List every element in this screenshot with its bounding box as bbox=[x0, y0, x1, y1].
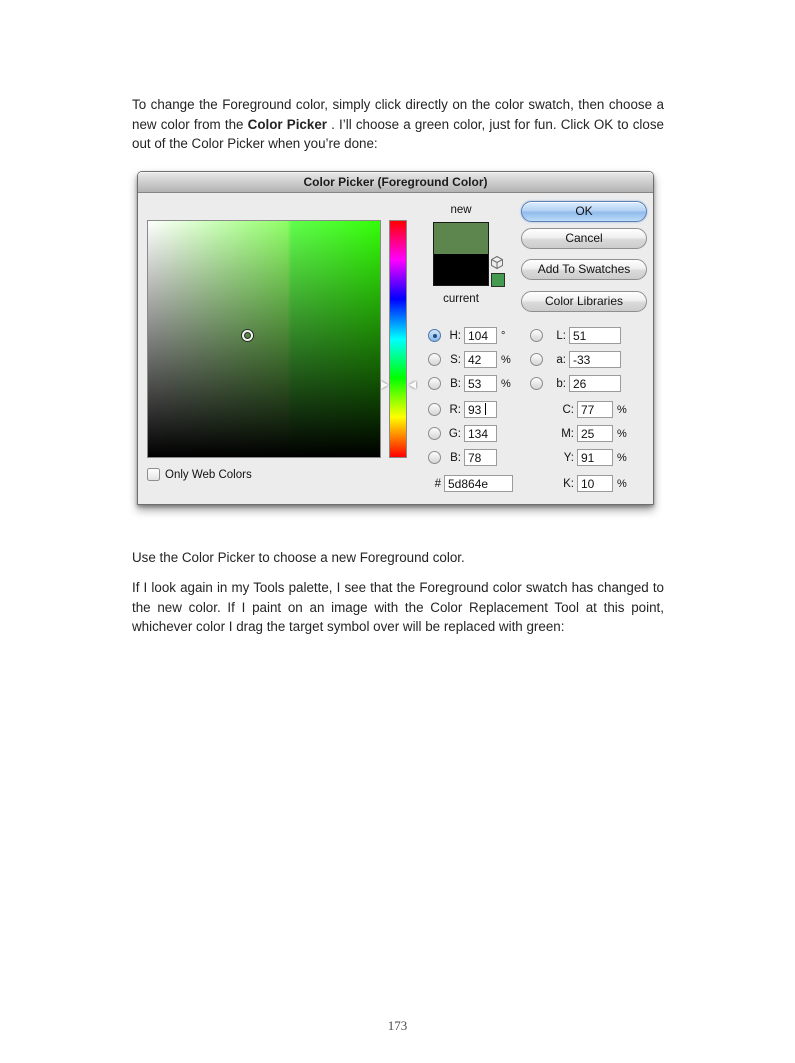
b-hsb-input[interactable] bbox=[464, 375, 497, 392]
field-row-b-lab bbox=[530, 375, 621, 392]
radio-a[interactable] bbox=[530, 353, 543, 366]
radio-g[interactable] bbox=[428, 427, 441, 440]
new-color-swatch bbox=[434, 223, 488, 254]
radio-b-rgb[interactable] bbox=[428, 451, 441, 464]
field-label-r: R: bbox=[449, 403, 461, 416]
radio-r[interactable] bbox=[428, 403, 441, 416]
intro-text-after: . I’ll choose a green color, just for fun. Click OK to close out of the Color Picker when you’re done: bbox=[132, 116, 664, 152]
field-label-b-rgb: B: bbox=[450, 451, 461, 464]
field-row-hex bbox=[430, 475, 513, 492]
color-field-marker[interactable] bbox=[242, 330, 253, 341]
intro-paragraph bbox=[132, 95, 664, 154]
field-row-a bbox=[530, 351, 621, 368]
s-suffix: % bbox=[501, 353, 511, 366]
new-current-swatch bbox=[433, 222, 489, 286]
field-label-y: Y: bbox=[563, 451, 574, 464]
field-label-c: C: bbox=[562, 403, 574, 416]
field-row-lightness bbox=[530, 327, 621, 344]
intro-text-before: To change the Foreground color, simply click directly on the color swatch, then choose a new color from the bbox=[132, 97, 664, 132]
radio-h[interactable] bbox=[428, 329, 441, 342]
cancel-button[interactable]: Cancel bbox=[521, 228, 647, 249]
not-websafe-cube-icon[interactable] bbox=[489, 255, 505, 270]
radio-l[interactable] bbox=[530, 329, 543, 342]
dialog-title: Color Picker (Foreground Color) bbox=[303, 175, 488, 189]
only-web-colors-checkbox[interactable] bbox=[147, 468, 160, 481]
color-libraries-button[interactable]: Color Libraries bbox=[521, 291, 647, 312]
l-input[interactable] bbox=[569, 327, 621, 344]
field-label-k: K: bbox=[563, 477, 574, 490]
y-input[interactable] bbox=[577, 449, 613, 466]
field-label-b-hsb: B: bbox=[450, 377, 461, 390]
field-row-black bbox=[530, 475, 627, 492]
g-input[interactable] bbox=[464, 425, 497, 442]
radio-b-hsb[interactable] bbox=[428, 377, 441, 390]
add-to-swatches-button[interactable]: Add To Swatches bbox=[521, 259, 647, 280]
hue-slider-indicator-left[interactable] bbox=[381, 381, 388, 389]
field-row-blue bbox=[428, 449, 497, 466]
field-row-green bbox=[428, 425, 497, 442]
k-input[interactable] bbox=[577, 475, 613, 492]
field-row-brightness bbox=[428, 375, 511, 392]
only-web-colors-row[interactable] bbox=[147, 468, 252, 481]
b-hsb-suffix: % bbox=[501, 377, 511, 390]
new-color-label: new bbox=[450, 204, 472, 216]
field-row-saturation bbox=[428, 351, 511, 368]
hue-slider[interactable] bbox=[389, 220, 407, 458]
color-picker-bold-term: Color Picker bbox=[247, 116, 327, 132]
field-label-g: G: bbox=[448, 427, 461, 440]
current-color-label: current bbox=[443, 293, 479, 305]
s-input[interactable] bbox=[464, 351, 497, 368]
field-row-yellow bbox=[530, 449, 627, 466]
radio-b-lab[interactable] bbox=[530, 377, 543, 390]
hex-input[interactable] bbox=[444, 475, 513, 492]
m-input[interactable] bbox=[577, 425, 613, 442]
b-lab-input[interactable] bbox=[569, 375, 621, 392]
current-color-swatch bbox=[434, 254, 488, 285]
field-label-a: a: bbox=[556, 353, 566, 366]
ok-button[interactable]: OK bbox=[521, 201, 647, 222]
saturation-brightness-field[interactable] bbox=[147, 220, 381, 458]
c-input[interactable] bbox=[577, 401, 613, 418]
field-row-magenta bbox=[530, 425, 627, 442]
body-paragraph: If I look again in my Tools palette, I see that the Foreground color swatch has changed to the new color. If I paint on an image with the Color Replacement Tool at this point, whichever color I drag the target symbol over will be replaced with green: bbox=[132, 580, 664, 635]
field-row-hue bbox=[428, 327, 505, 344]
y-suffix: % bbox=[617, 451, 627, 464]
r-input[interactable] bbox=[464, 401, 497, 418]
h-suffix: ° bbox=[501, 329, 506, 342]
field-label-h: H: bbox=[449, 329, 461, 342]
websafe-color-chip[interactable] bbox=[491, 273, 505, 287]
hue-slider-indicator-right[interactable] bbox=[409, 381, 416, 389]
text-cursor bbox=[485, 403, 486, 415]
a-input[interactable] bbox=[569, 351, 621, 368]
h-input[interactable] bbox=[464, 327, 497, 344]
field-label-s: S: bbox=[450, 353, 461, 366]
field-row-red bbox=[428, 401, 497, 418]
field-label-l: L: bbox=[556, 329, 566, 342]
field-row-cyan bbox=[530, 401, 627, 418]
m-suffix: % bbox=[617, 427, 627, 440]
color-picker-dialog bbox=[137, 171, 654, 505]
field-label-b-lab: b: bbox=[556, 377, 566, 390]
figure-caption: Use the Color Picker to choose a new Foreground color. bbox=[132, 550, 465, 565]
hex-prefix: # bbox=[434, 477, 441, 490]
only-web-colors-label: Only Web Colors bbox=[165, 468, 252, 481]
page-number: 173 bbox=[387, 1018, 408, 1033]
c-suffix: % bbox=[617, 403, 627, 416]
dialog-titlebar[interactable] bbox=[138, 172, 653, 193]
b-rgb-input[interactable] bbox=[464, 449, 497, 466]
radio-s[interactable] bbox=[428, 353, 441, 366]
k-suffix: % bbox=[617, 477, 627, 490]
field-label-m: M: bbox=[561, 427, 574, 440]
